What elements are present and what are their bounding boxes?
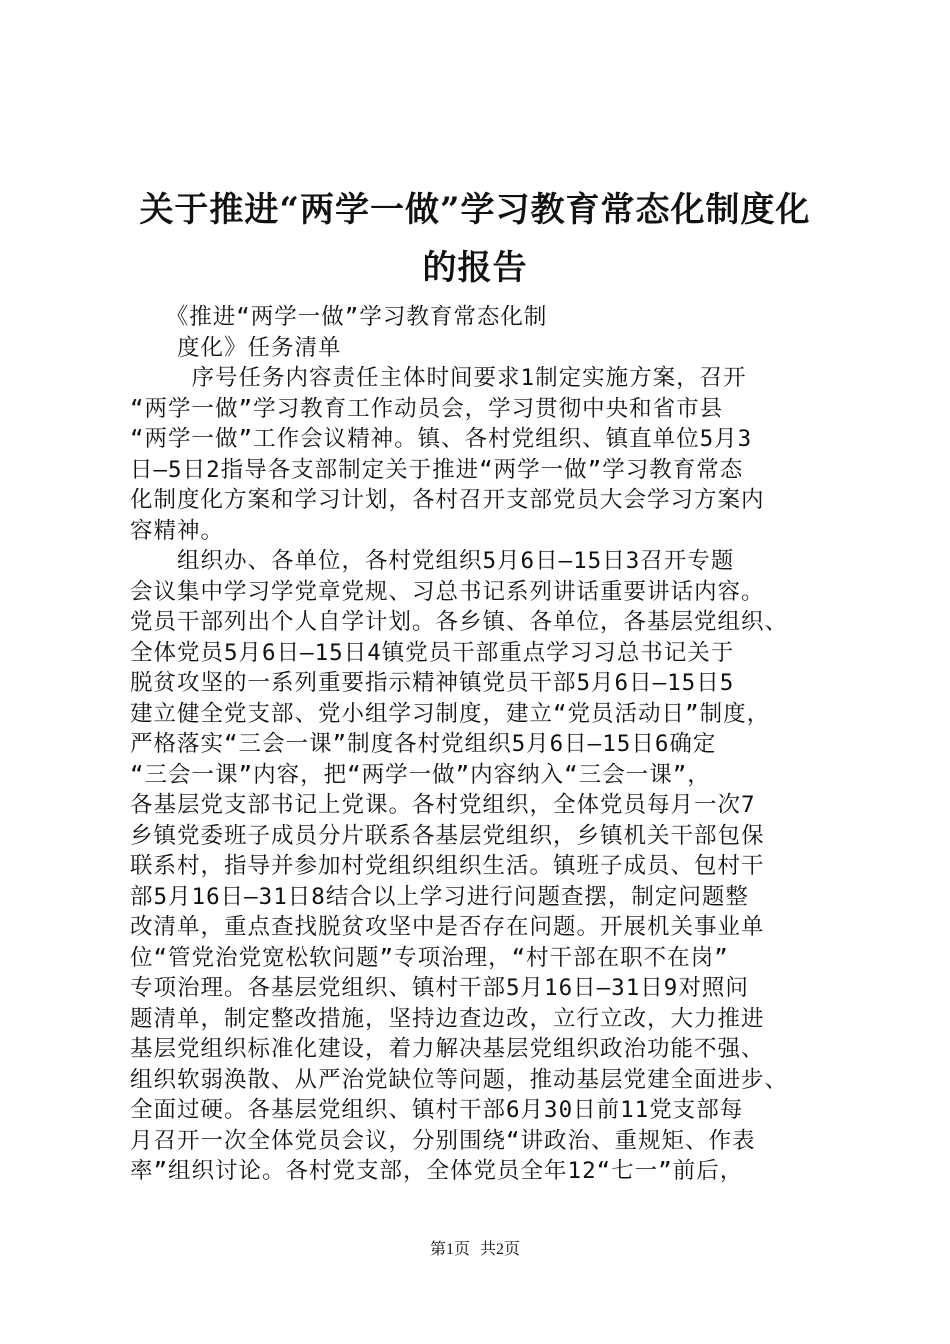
body-line: 化制度化方案和学习计划，各村召开支部党员大会学习方案内	[130, 487, 765, 513]
body-line: 严格落实“三会一课”制度各村党组织5月6日—15日6确定	[130, 731, 717, 757]
body-line: 度化》任务清单	[130, 334, 342, 361]
document-title-line-2: 的报告	[422, 248, 528, 288]
body-line: “两学一做”学习教育工作动员会，学习贯彻中央和省市县	[130, 395, 724, 422]
body-line: 月召开一次全体党员会议，分别围绕“讲政治、重规矩、作表	[130, 1127, 756, 1154]
body-line: 基层党组织标准化建设，着力解决基层党组织政治功能不强、	[130, 1036, 765, 1062]
body-line: 日—5日2指导各支部制定关于推进“两学一做”学习教育常态	[130, 456, 744, 483]
body-line: 改清单，重点查找脱贫攻坚中是否存在问题。开展机关事业单	[130, 914, 765, 940]
body-line: 题清单，制定整改措施，坚持边查边改，立行立改，大力推进	[130, 1005, 765, 1032]
body-line: 会议集中学习学党章党规、习总书记系列讲话重要讲话内容。	[130, 578, 765, 605]
body-line: 乡镇党委班子成员分片联系各基层党组织，乡镇机关干部包保	[130, 822, 765, 849]
body-line: 专项治理。各基层党组织、镇村干部5月16日—31日9对照问	[130, 975, 749, 1001]
body-line: 《推进“两学一做”学习教育常态化制	[130, 304, 548, 330]
body-line: 位“管党治党宽松软问题”专项治理，“村干部在职不在岗”	[130, 944, 729, 971]
document-title-line-1: 关于推进“两学一做”学习教育常态化制度化	[139, 190, 811, 230]
page-number: 第1页	[429, 1241, 470, 1258]
body-line: “两学一做”工作会议精神。镇、各村党组织、镇直单位5月3	[130, 426, 753, 452]
body-line: 组织软弱涣散、从严治党缺位等问题，推动基层党建全面进步、	[130, 1066, 789, 1093]
body-line: “三会一课”内容，把“两学一做”内容纳入“三会一课”，	[130, 761, 711, 788]
body-line: 容精神。	[130, 517, 225, 544]
body-line: 部5月16日—31日8结合以上学习进行问题查摆，制定问题整	[130, 883, 749, 910]
body-line: 脱贫攻坚的一系列重要指示精神镇党员干部5月6日—15日5	[130, 670, 735, 696]
body-line: 全面过硬。各基层党组织、镇村干部6月30日前11党支部每	[130, 1097, 744, 1123]
body-line: 全体党员5月6日—15日4镇党员干部重点学习习总书记关于	[130, 639, 735, 666]
page-footer	[0, 1238, 950, 1262]
body-line: 组织办、各单位，各村党组织5月6日—15日3召开专题	[130, 548, 735, 574]
page-total: 共2页	[480, 1241, 521, 1258]
body-line: 率”组织讨论。各村党支部，全体党员全年12“七一”前后，	[130, 1158, 744, 1184]
body-line: 联系村，指导并参加村党组织组织生活。镇班子成员、包村干	[130, 853, 765, 879]
body-line: 各基层党支部书记上党课。各村党组织，全体党员每月一次7	[130, 792, 756, 818]
body-line: 序号任务内容责任主体时间要求1制定实施方案，召开	[130, 365, 747, 391]
body-line: 党员干部列出个人自学计划。各乡镇、各单位，各基层党组织、	[130, 609, 789, 635]
body-line: 建立健全党支部、党小组学习制度，建立“党员活动日”制度，	[130, 700, 771, 727]
